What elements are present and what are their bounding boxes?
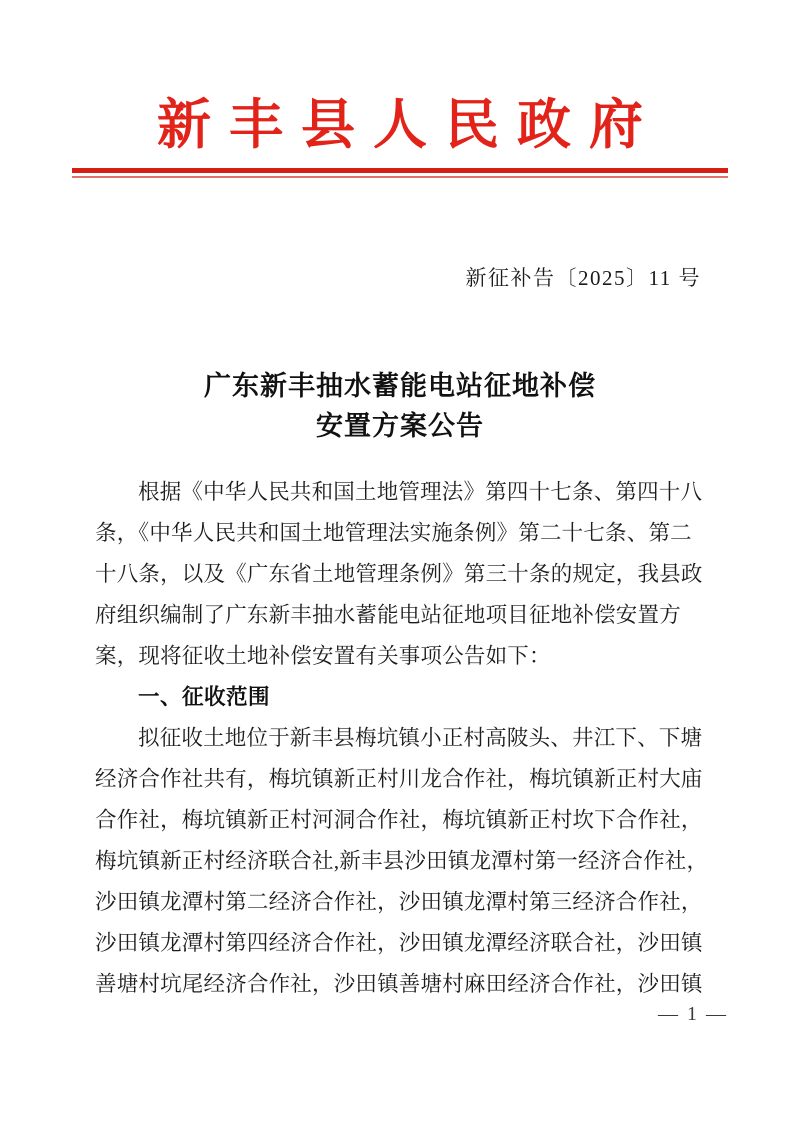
letterhead-rule-thin	[72, 176, 728, 178]
paragraph-line: 案，现将征收土地补偿安置有关事项公告如下：	[95, 644, 551, 668]
paragraph-line: 沙田镇龙潭村第二经济合作社，沙田镇龙潭村第三经济合作社，	[95, 890, 703, 914]
paragraph-line: 根据《中华人民共和国土地管理法》第四十七条、第四十八	[138, 480, 703, 504]
paragraph-section-1	[95, 718, 711, 1005]
document-title-line-2: 安置方案公告	[316, 411, 484, 441]
section-heading-1: 一、征收范围	[138, 685, 271, 709]
letterhead-rules	[72, 168, 728, 178]
paragraph-line: 拟征收土地位于新丰县梅坑镇小正村高陂头、井江下、下塘	[138, 726, 703, 750]
document-title	[95, 366, 705, 446]
paragraph-line: 条，《中华人民共和国土地管理法实施条例》第二十七条、第二	[95, 521, 692, 545]
paragraph-preamble	[95, 472, 711, 677]
paragraph-line: 沙田镇龙潭村第四经济合作社，沙田镇龙潭经济联合社，沙田镇	[95, 931, 703, 955]
paragraph-line: 经济合作社共有，梅坑镇新正村川龙合作社，梅坑镇新正村大庙	[95, 767, 703, 791]
page-number-footer: — 1 —	[658, 1003, 728, 1025]
paragraph-line: 合作社，梅坑镇新正村河洞合作社，梅坑镇新正村坎下合作社，	[95, 808, 703, 832]
letterhead	[0, 92, 800, 158]
document-title-line-1: 广东新丰抽水蓄能电站征地补偿	[204, 371, 596, 401]
document-number: 新征补告〔2025〕11 号	[465, 266, 701, 290]
document-body	[95, 472, 711, 1005]
paragraph-line: 十八条，以及《广东省土地管理条例》第三十条的规定，我县政	[95, 562, 703, 586]
letterhead-title: 新丰县人民政府	[157, 95, 661, 155]
paragraph-line: 府组织编制了广东新丰抽水蓄能电站征地项目征地补偿安置方	[95, 603, 681, 627]
paragraph-line: 善塘村坑尾经济合作社，沙田镇善塘村麻田经济合作社，沙田镇	[95, 972, 703, 996]
paragraph-line: 梅坑镇新正村经济联合社,新丰县沙田镇龙潭村第一经济合作社，	[95, 849, 709, 873]
